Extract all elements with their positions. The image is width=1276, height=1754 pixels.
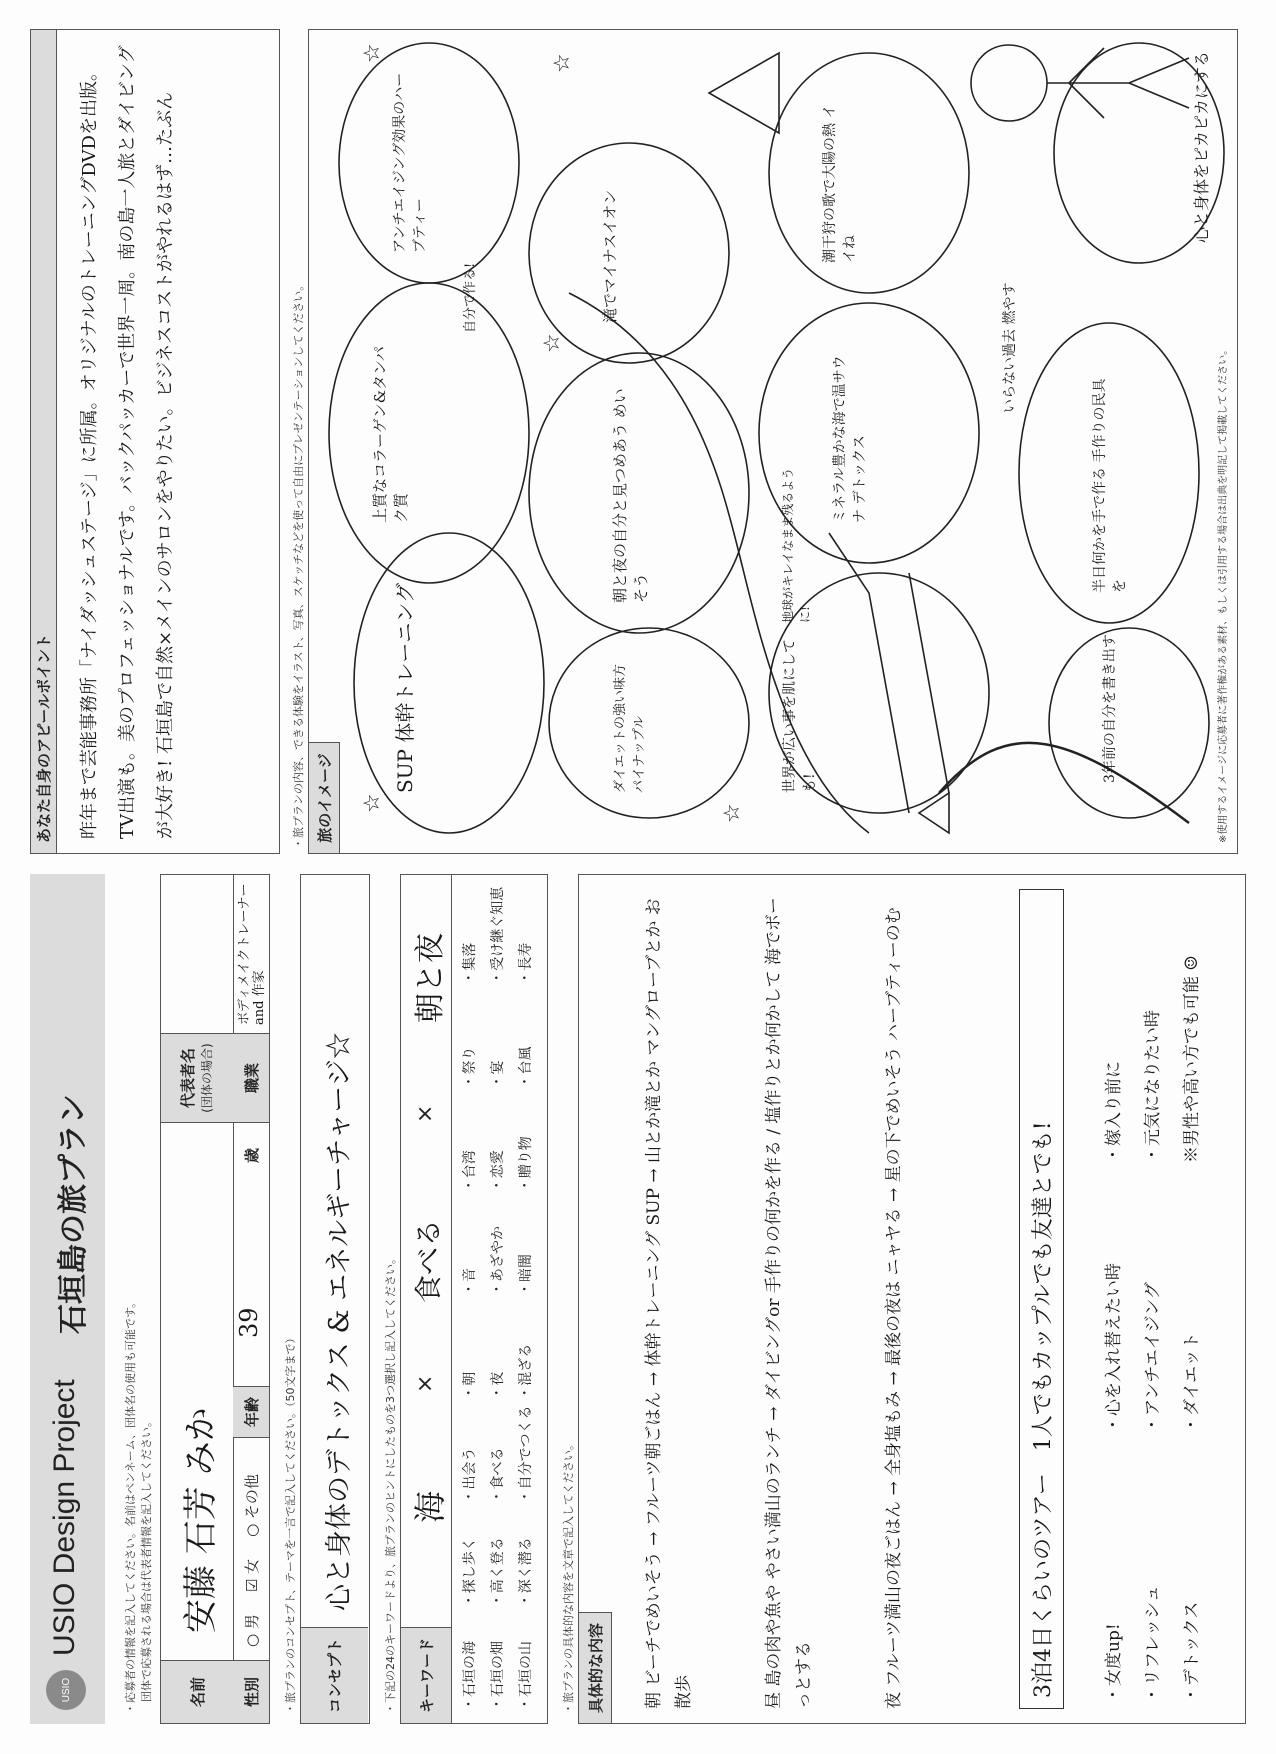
rep-sublabel: (団体の場合) [200,1043,214,1113]
appeal-label: あなた自身のアピールポイント [35,633,53,843]
bubble-text: ミネラル豊かな海で温サウナ デトックス [832,355,868,523]
keyword-option: ・探し歩く [462,1537,478,1608]
list-item: ・嫁入り前に [1104,1061,1124,1163]
bubble-text: 3年前の自分を書き出す [1102,634,1118,783]
image-footer: ※使用するイメージに応募者に著作権がある素材、もしくは引用する場合は出典を明記して掲載してください。 [1218,344,1229,843]
list-item: ・ダイエット [1182,1332,1202,1433]
details-label: 具体的な内容 [586,1623,605,1714]
keyword-option: ・宴 [490,1060,506,1089]
job-label: 職業 [242,1063,261,1094]
gender-other-radio[interactable]: ○ その他 [243,1474,261,1537]
details-tour: 3泊4日くらいのツアー 1人でもカップルでも友達とでも! [1019,889,1064,1709]
appeal-text: 昨年まで芸能事務所「ナイダッシュステージ」に所属。オリジナルのトレーニングDVDを出版。TV出演も。美のプロフェッショナルです。バックパッカーで世界一周。南の島一人旅とダイビングが大好き! 石垣島で自然×メインのサロンをやりたい。ビジネスコストがやれるはず…たぶん [79,45,176,839]
details-night: 夜 フルーツ満山の夜ごはん → 全身塩もみ → 最後の夜は ニャヤる → 星の下でめいそう ハーブティーのむ [884,907,904,1709]
keyword-grid [459,881,535,1711]
bubble-text: 地球がキレイなまま残るように! [781,467,812,623]
details-note: ・旅プランの具体的な内容を文章で記入してください。 [562,1439,575,1714]
age-value[interactable]: 39 [235,1307,263,1338]
svg-text:☆: ☆ [540,333,565,353]
age-label-cell [233,1386,269,1438]
rep-label-cell [161,1033,233,1123]
details-noon: 昼 島の肉や魚や やさい満山のランチ → ダイビングor 手作りの何かを作る / 塩作りとか何かして 海でボーっとする [764,897,814,1709]
keyword-option: ・暗闇 [518,1254,534,1296]
details-label-cell [579,1612,612,1723]
keyword-option: ・贈り物 [518,1136,534,1193]
keyword-sep-1: × [413,1374,438,1393]
keyword-option: ・台湾 [462,1150,478,1193]
keyword-choice-2[interactable]: 食べる [412,1218,445,1303]
svg-text:☆: ☆ [550,53,575,73]
keyword-option: ・受け継ぐ知恵 [490,886,506,985]
concept-label: コンセプト [326,1638,344,1714]
name-label: 名前 [188,1677,207,1708]
keyword-option: ・集落 [462,942,478,985]
keywords-label-cell [401,1627,451,1723]
bubble-text: SUP 体幹トレーニング [393,583,417,793]
bubble-text: 心と身体をピカピカにする [1192,50,1211,243]
keywords-note: ・下記の24のキーワードより、旅プランのヒントにしたものを3つ選択し記入してください。 [384,1253,397,1714]
concept-label-cell [301,1627,368,1723]
list-item: ※男性や高い方でも可能 ☺ [1182,955,1202,1163]
gender-male-radio[interactable]: ○ 男 [243,1614,261,1647]
keyword-option: ・祭り [462,1046,478,1089]
applicant-note-2: 団体で応募される場合は代表者情報を記入してください。 [140,1416,153,1702]
list-item: ・心を入れ替えたい時 [1104,1263,1124,1433]
image-note: ・旅プランの内容、できる体験をイラスト、写真、スケッチなどを使って自由にプレゼンテーションしてください。 [292,279,305,849]
bubble-text: ダイエットの強い味方 パイナップル [613,664,647,793]
keyword-option: ・夜 [490,1371,506,1400]
concept-value[interactable]: 心と身体のデトックス & エネルギーチャージ☆ [324,1032,355,1611]
keyword-option: ・恋愛 [490,1150,506,1193]
keyword-sep-2: × [413,1104,438,1123]
details-block [578,874,1246,1724]
gender-label-cell [233,1660,269,1723]
keyword-option: ・食べる [490,1447,506,1504]
keyword-option: ・石垣の海 [462,1641,478,1711]
row-divider [233,875,234,1723]
keyword-choice-3[interactable]: 朝と夜 [413,933,448,1023]
svg-text:☆: ☆ [360,43,385,63]
keywords-block [400,874,548,1724]
bubble-text: 自分で作る! [463,262,478,333]
details-list [1099,893,1202,1703]
svg-text:☆: ☆ [720,803,745,823]
list-item: ・デトックス [1182,1601,1202,1703]
page-title: 石垣島の旅プラン [56,1094,91,1334]
list-item: ・リフレッシュ [1143,1585,1163,1703]
name-value[interactable]: 安藤 石芳 みか [181,1407,221,1633]
keyword-option: ・石垣の畑 [490,1641,506,1711]
keywords-label: キーワード [417,1638,436,1714]
svg-text:☆: ☆ [360,793,385,813]
keyword-option: ・石垣の山 [518,1641,534,1711]
gender-female-radio[interactable]: ☑ 女 [243,1558,261,1593]
logo [46,1670,86,1710]
bubble-text: 世界が広い事を肌にしても! [782,639,818,793]
keyword-option: ・深く潜る [518,1537,534,1608]
appeal-label-cell [31,30,57,853]
keyword-option: ・音 [462,1268,478,1296]
job-value[interactable]: ボディメイクトレーナー and 作家 [237,883,267,1025]
applicant-table [160,874,270,1724]
appeal-block [30,29,280,854]
bubble-text: アンチエイジング効果のハーブティー [392,72,428,253]
rep-label: 代表者名 [179,1048,197,1109]
keywords-divider [451,875,452,1723]
applicant-note-1: ・応募者の情報を記入してください。名前はペンネーム、団体名の使用も可能です。 [124,1296,137,1714]
details-morning: 朝 ビーチでめいそう → フルーツ朝ごはん → 体幹トレーニング SUP → 山とか滝とか マングローブとか お散歩 [644,898,694,1709]
keyword-option: ・長寿 [518,942,534,985]
gender-options [241,1474,262,1647]
list-item: ・女度up! [1104,1623,1124,1703]
image-label: 旅のイメージ [315,753,334,843]
list-item: ・元気になりたい時 [1143,1010,1163,1163]
keyword-choice-1[interactable]: 海 [411,1490,449,1523]
logo-text: USIO [60,1677,72,1703]
name-label-cell [161,1660,233,1723]
keyword-option: ・台風 [518,1046,534,1089]
keyword-option: ・朝 [462,1371,478,1400]
keyword-option: ・あざやか [490,1226,506,1296]
keyword-option: ・高く登る [490,1537,506,1608]
concept-row [300,874,370,1724]
keyword-option: ・出会う [462,1447,478,1504]
bubble-text: 半日何かを手で作る 手作りの民具を [1092,378,1128,593]
job-label-cell [233,1033,269,1123]
concept-note: ・旅プランのコンセプト、テーマを一言で記入してください。（50文字まで） [284,1332,297,1714]
age-label: 年齢 [242,1397,261,1428]
bubble-text: 滝でマイナスイオン [601,189,619,323]
keyword-option: ・混ざる [518,1343,534,1400]
bubble-text: いらない過去 燃やす [1002,282,1018,413]
bubble-text: 朝と夜の自分と見つめあう めいそう [611,388,650,603]
gender-label: 性別 [242,1677,261,1708]
bubble-text: 潮干狩の歌で大陽の熱 イイね [822,104,858,263]
project-name: USIO Design Project [48,1379,81,1656]
list-item: ・アンチエイジング [1143,1282,1163,1433]
age-unit: 歳 [243,1147,261,1163]
keyword-option: ・自分でつくる [518,1405,534,1504]
bubble-text: 上質なコラーゲン&タンパク質 [371,345,410,523]
image-block [308,29,1238,854]
